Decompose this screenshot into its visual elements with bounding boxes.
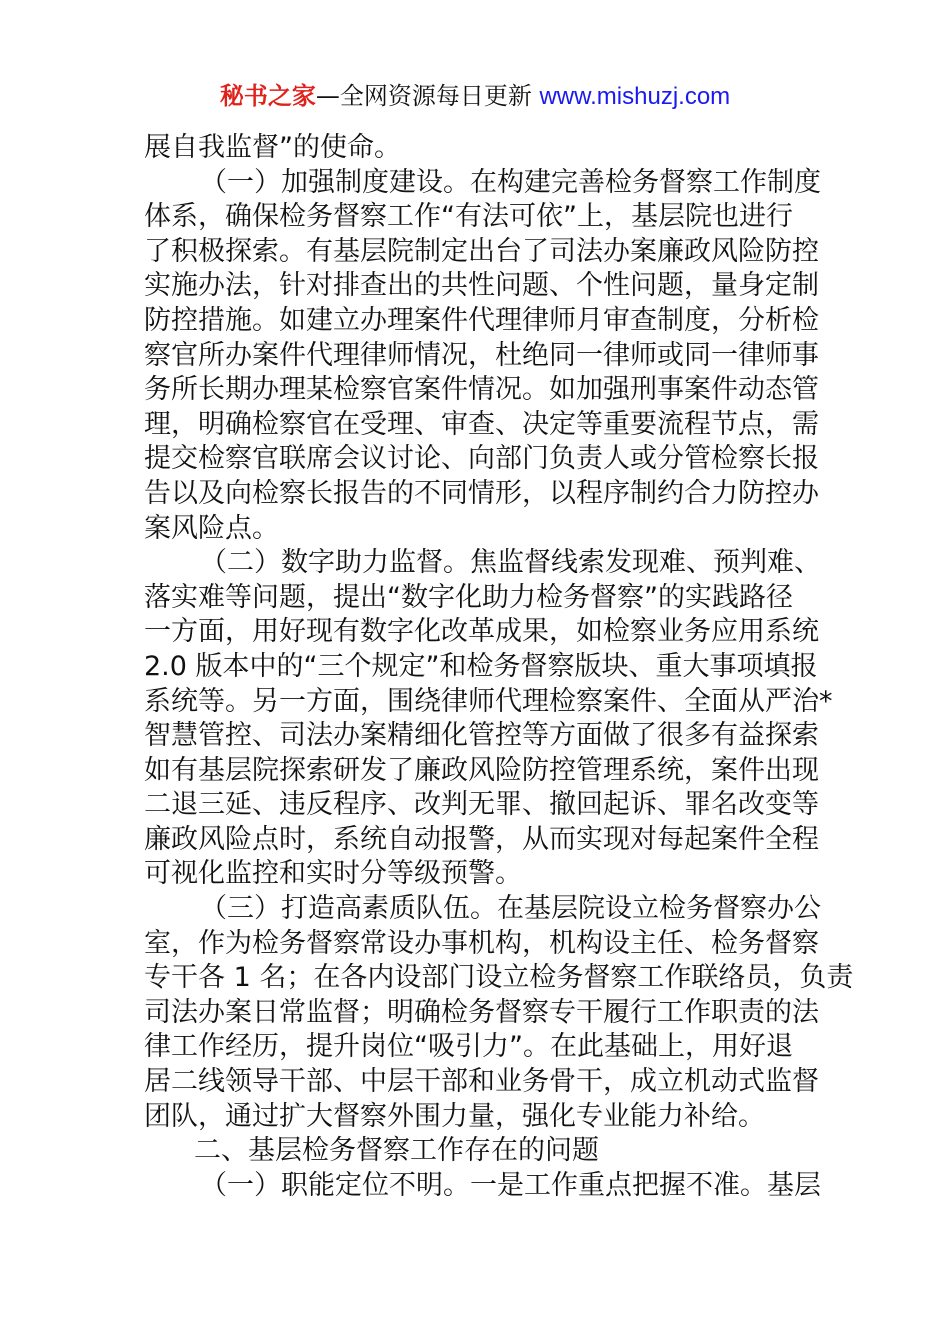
text-line: 提交检察官联席会议讨论、向部门负责人或分管检察长报 bbox=[144, 443, 819, 475]
text-line: 团队，通过扩大督察外围力量，强化专业能力补给。 bbox=[144, 1100, 765, 1132]
text-line: 展自我监督”的使命。 bbox=[144, 132, 401, 163]
site-header bbox=[0, 80, 950, 113]
text-line: 系统等。另一方面，围绕律师代理检察案件、全面从严治* bbox=[144, 685, 833, 717]
site-brand: 秘书之家 bbox=[219, 82, 316, 110]
text-line: 司法办案日常监督；明确检务督察专干履行工作职责的法 bbox=[144, 996, 819, 1028]
text-line: （一）职能定位不明。一是工作重点把握不准。基层 bbox=[200, 1169, 821, 1201]
text-line: 律工作经历，提升岗位“吸引力”。在此基础上，用好退 bbox=[144, 1031, 793, 1063]
text-line: 察官所办案件代理律师情况，杜绝同一律师或同一律师事 bbox=[144, 339, 819, 371]
text-line: 智慧管控、司法办案精细化管控等方面做了很多有益探索 bbox=[144, 720, 819, 752]
text-line: （二）数字助力监督。焦监督线索发现难、预判难、 bbox=[200, 547, 821, 579]
text-line: 2.0 版本中的“三个规定”和检务督察版块、重大事项填报 bbox=[144, 650, 818, 682]
text-line: 廉政风险点时，系统自动报警，从而实现对每起案件全程 bbox=[144, 823, 819, 855]
text-line: 案风险点。 bbox=[144, 512, 279, 544]
section-heading: 二、基层检务督察工作存在的问题 bbox=[194, 1135, 599, 1167]
text-line: 一方面，用好现有数字化改革成果，如检察业务应用系统 bbox=[144, 616, 819, 648]
text-line: （一）加强制度建设。在构建完善检务督察工作制度 bbox=[200, 166, 821, 198]
text-line: 居二线领导干部、中层干部和业务骨干，成立机动式监督 bbox=[144, 1066, 819, 1098]
text-line: 了积极探索。有基层院制定出台了司法办案廉政风险防控 bbox=[144, 235, 819, 267]
site-tagline: —全网资源每日更新 bbox=[315, 82, 540, 110]
text-line: 落实难等问题，提出“数字化助力检务督察”的实践路径 bbox=[144, 581, 793, 613]
text-line: 告以及向检察长报告的不同情形，以程序制约合力防控办 bbox=[144, 477, 819, 509]
text-line: 如有基层院探索研发了廉政风险防控管理系统，案件出现 bbox=[144, 754, 819, 786]
text-line: 防控措施。如建立办理案件代理律师月审查制度，分析检 bbox=[144, 304, 819, 336]
text-line: 务所长期办理某检察官案件情况。如加强刑事案件动态管 bbox=[144, 374, 819, 406]
text-line: 专干各 1 名；在各内设部门设立检务督察工作联络员，负责 bbox=[144, 962, 854, 994]
text-line: （三）打造高素质队伍。在基层院设立检务督察办公 bbox=[200, 893, 821, 925]
site-url[interactable]: www.mishuzj.com bbox=[539, 83, 731, 110]
document-body bbox=[144, 131, 854, 1203]
text-line: 体系，确保检务督察工作“有法可依”上，基层院也进行 bbox=[144, 201, 793, 233]
text-line: 二退三延、违反程序、改判无罪、撤回起诉、罪名改变等 bbox=[144, 789, 819, 821]
text-line: 实施办法，针对排查出的共性问题、个性问题，量身定制 bbox=[144, 270, 819, 302]
text-line: 可视化监控和实时分等级预警。 bbox=[144, 858, 522, 890]
text-line: 理，明确检察官在受理、审查、决定等重要流程节点，需 bbox=[144, 408, 819, 440]
text-line: 室，作为检务督察常设办事机构，机构设主任、检务督察 bbox=[144, 927, 819, 959]
